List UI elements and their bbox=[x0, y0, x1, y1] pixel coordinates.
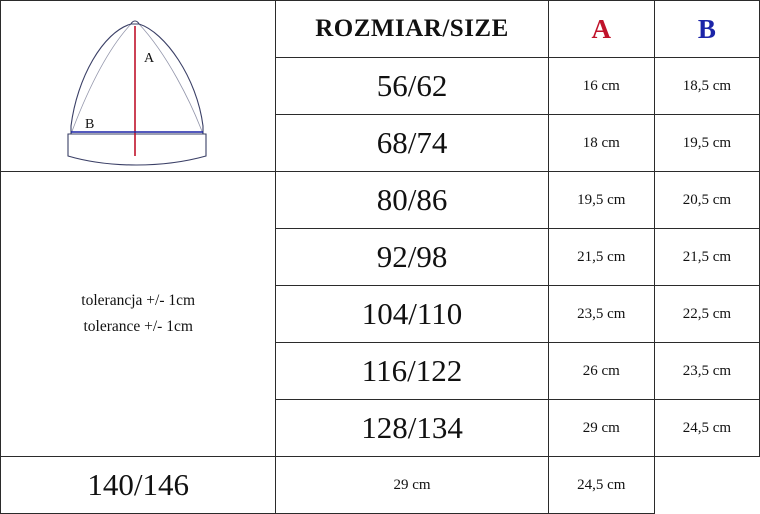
size-value: 56/62 bbox=[276, 58, 548, 115]
measure-b-value: 21,5 cm bbox=[654, 229, 759, 286]
hat-diagram-cell bbox=[1, 1, 276, 172]
header-b: B bbox=[654, 1, 759, 58]
measure-b-value: 23,5 cm bbox=[654, 343, 759, 400]
measure-a-value: 26 cm bbox=[548, 343, 654, 400]
size-value: 104/110 bbox=[276, 286, 548, 343]
table-row bbox=[1, 172, 760, 229]
header-size: ROZMIAR/SIZE bbox=[276, 1, 548, 58]
measure-a-value: 29 cm bbox=[276, 457, 548, 514]
size-value: 116/122 bbox=[276, 343, 548, 400]
hat-diagram bbox=[1, 1, 275, 171]
measure-a-value: 29 cm bbox=[548, 400, 654, 457]
measure-a-value: 21,5 cm bbox=[548, 229, 654, 286]
table-row bbox=[1, 457, 760, 514]
measure-b-value: 19,5 cm bbox=[654, 115, 759, 172]
measure-b-value: 22,5 cm bbox=[654, 286, 759, 343]
hat-illustration bbox=[43, 6, 233, 166]
tolerance-line-en: tolerance +/- 1cm bbox=[83, 318, 193, 335]
measure-a-value: 16 cm bbox=[548, 58, 654, 115]
tolerance-cell bbox=[1, 172, 276, 457]
measure-b-value: 24,5 cm bbox=[654, 400, 759, 457]
header-a: A bbox=[548, 1, 654, 58]
size-value: 128/134 bbox=[276, 400, 548, 457]
size-value: 140/146 bbox=[1, 457, 276, 514]
size-value: 68/74 bbox=[276, 115, 548, 172]
measure-b-value: 18,5 cm bbox=[654, 58, 759, 115]
table-row bbox=[1, 1, 760, 58]
tolerance-line-pl: tolerancja +/- 1cm bbox=[81, 291, 196, 309]
measure-a-value: 23,5 cm bbox=[548, 286, 654, 343]
measure-label-b: B bbox=[85, 117, 95, 132]
size-value: 92/98 bbox=[276, 229, 548, 286]
measure-a-value: 18 cm bbox=[548, 115, 654, 172]
measure-b-value: 20,5 cm bbox=[654, 172, 759, 229]
measure-a-value: 19,5 cm bbox=[548, 172, 654, 229]
size-value: 80/86 bbox=[276, 172, 548, 229]
hat-brim bbox=[68, 134, 206, 165]
measure-b-value: 24,5 cm bbox=[548, 457, 654, 514]
measure-label-a: A bbox=[144, 51, 155, 66]
